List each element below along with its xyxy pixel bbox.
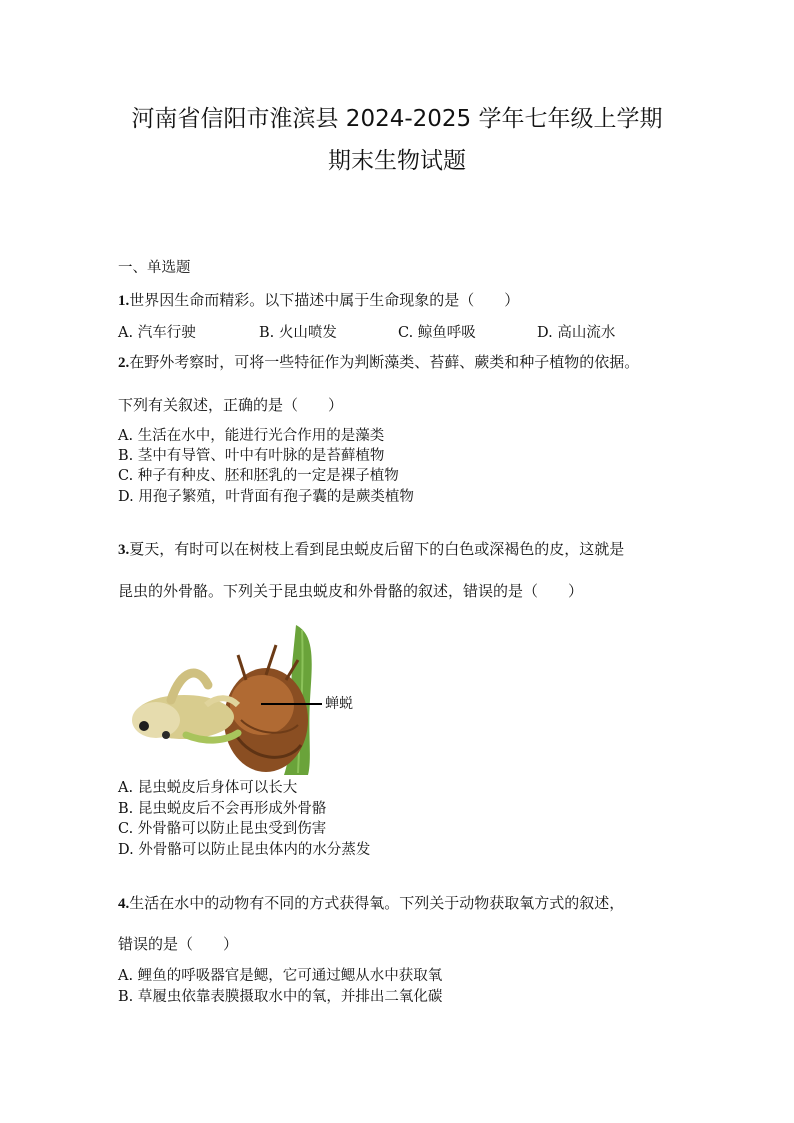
title-line-1: 河南省信阳市淮滨县 2024-2025 学年七年级上学期 (131, 106, 663, 132)
question-3-stem-cont: 昆虫的外骨骼。下列关于昆虫蜕皮和外骨骼的叙述，错误的是（ ） (118, 582, 584, 600)
option-c: C. 外骨骼可以防止昆虫受到伤害 (118, 821, 327, 837)
option-d: D. 高山流水 (537, 325, 616, 341)
question-number: 1. (118, 293, 130, 309)
option-d: D. 外骨骼可以防止昆虫体内的水分蒸发 (118, 842, 371, 858)
question-2-stem (118, 352, 639, 373)
title-line-2: 期末生物试题 (328, 148, 466, 174)
option-a: A. 生活在水中，能进行光合作用的是藻类 (118, 428, 385, 444)
question-number: 3. (118, 542, 130, 558)
question-text: 夏天，有时可以在树枝上看到昆虫蜕皮后留下的白色或深褐色的皮，这就是 (129, 540, 625, 558)
question-number: 2. (118, 355, 130, 371)
question-text: 在野外考察时，可将一些特征作为判断藻类、苔藓、蕨类和种子植物的依据。 (129, 353, 640, 371)
question-1-stem (118, 290, 519, 311)
option-c: C. 鲸鱼呼吸 (398, 325, 476, 341)
question-3-stem (118, 539, 624, 560)
option-d: D. 用孢子繁殖，叶背面有孢子囊的是蕨类植物 (118, 489, 414, 505)
question-text: 生活在水中的动物有不同的方式获得氧。下列关于动物获取氧方式的叙述， (129, 894, 625, 912)
question-4-stem (118, 893, 624, 914)
option-c: C. 种子有种皮、胚和胚乳的一定是裸子植物 (118, 468, 399, 484)
option-b: B. 茎中有导管、叶中有叶脉的是苔藓植物 (118, 448, 385, 464)
question-1-options (118, 321, 678, 341)
option-a: A. 汽车行驶 (118, 325, 196, 341)
option-a: A. 昆虫蜕皮后身体可以长大 (118, 780, 298, 796)
figure-label: 蝉蜕 (325, 696, 353, 712)
option-b: B. 草履虫依靠表膜摄取水中的氧，并排出二氧化碳 (118, 989, 443, 1005)
option-b: B. 昆虫蜕皮后不会再形成外骨骼 (118, 801, 327, 817)
option-b: B. 火山喷发 (259, 325, 337, 341)
question-text: 世界因生命而精彩。以下描述中属于生命现象的是（ ） (129, 291, 520, 309)
option-a: A. 鲤鱼的呼吸器官是鳃，它可通过鳃从水中获取氧 (118, 968, 443, 984)
question-2-stem-cont: 下列有关叙述，正确的是（ ） (118, 396, 344, 414)
question-4-stem-cont: 错误的是（ ） (118, 935, 239, 953)
question-number: 4. (118, 896, 130, 912)
section-heading: 一、单选题 (118, 260, 191, 276)
cicada-molt-figure (126, 625, 386, 775)
